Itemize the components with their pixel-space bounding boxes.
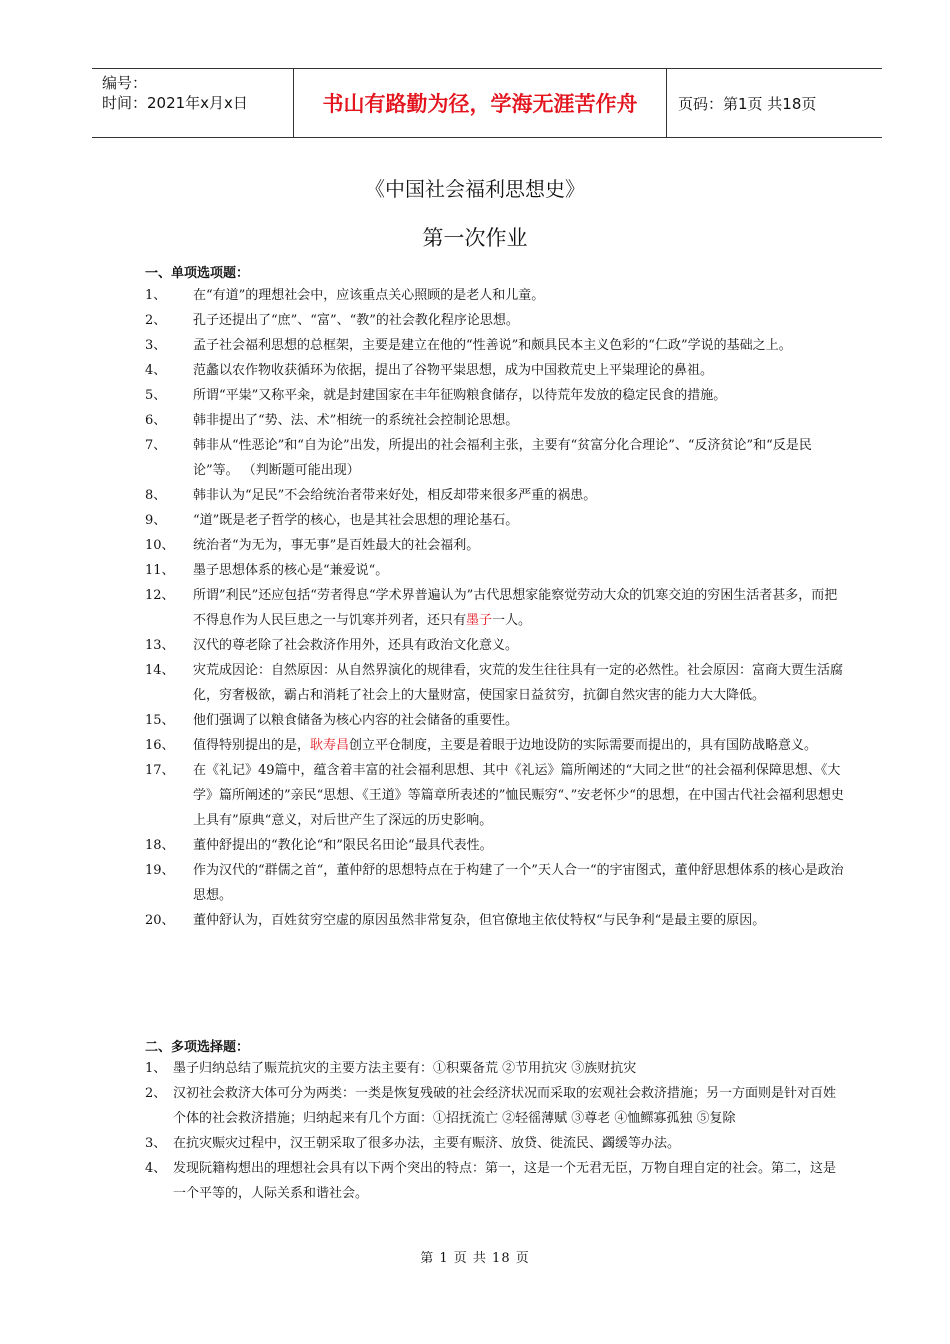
item-text: 在抗灾赈灾过程中，汉王朝采取了很多办法，主要有赈济、放贷、徙流民、蠲缓等办法。 [173, 1136, 681, 1151]
single-choice-list [145, 283, 845, 933]
item-number: 12、 [145, 588, 175, 603]
item-text: 汉代的尊老除了社会救济作用外，还具有政治文化意义。 [193, 638, 519, 653]
item-number: 3、 [145, 338, 167, 353]
item-text: 董仲舒认为，百姓贫穷空虚的原因虽然非常复杂，但官僚地主依仗特权“与民争利“是最主要的原因。 [193, 913, 766, 928]
page-footer: 第 1 页 共 18 页 [420, 1251, 530, 1266]
item-number: 1、 [145, 288, 167, 303]
item-text: 墨子思想体系的核心是“兼爱说“。 [193, 563, 389, 578]
item-number: 10、 [145, 538, 175, 553]
item-number: 15、 [145, 713, 175, 728]
code-label: 编号： [102, 74, 148, 92]
header-motto: 书山有路勤为径，学海无涯苦作舟 [322, 92, 638, 116]
item-text: 他们强调了以粮食储备为核心内容的社会储备的重要性。 [193, 713, 519, 728]
item-text: 作为汉代的“群儒之首“，董仲舒的思想特点在于构建了一个”天人合一“的宇宙图式，董仲舒思想体系的核心是政治思想。 [193, 863, 844, 903]
list-item [145, 708, 845, 733]
item-number: 19、 [145, 863, 175, 878]
item-text [193, 583, 845, 633]
item-text: 灾荒成因论：自然原因：从自然界演化的规律看，灾荒的发生往往具有一定的必然性。社会原因：富商大贾生活腐化，穷奢极欲，霸占和消耗了社会上的大量财富，使国家日益贫穷，抗御自然灾害的能力大大降低。 [193, 663, 844, 703]
list-item [145, 858, 845, 908]
item-text: 韩非认为“足民”不会给统治者带来好处，相反却带来很多严重的祸患。 [193, 488, 597, 503]
item-number: 2、 [145, 313, 167, 328]
item-text: 孔子还提出了“庶”、“富”、“教”的社会教化程序论思想。 [193, 313, 519, 328]
item-number: 20、 [145, 913, 175, 928]
document-title: 《中国社会福利思想史》 [365, 177, 585, 201]
item-number: 11、 [145, 563, 175, 578]
list-item [145, 1156, 845, 1206]
list-item [145, 833, 845, 858]
item-number: 6、 [145, 413, 167, 428]
item-text: 所谓“平粜”又称平籴，就是封建国家在丰年征购粮食储存，以待荒年发放的稳定民食的措施。 [193, 388, 727, 403]
time-label: 时间：2021年x月x日 [102, 94, 248, 112]
item-text: 墨子归纳总结了赈荒抗灾的主要方法主要有：①积粟备荒 ②节用抗灾 ③族财抗灾 [173, 1061, 637, 1076]
item-number: 9、 [145, 513, 167, 528]
list-item [145, 908, 845, 933]
list-item [145, 358, 845, 383]
list-item [145, 383, 845, 408]
list-item [145, 658, 845, 708]
list-item [145, 633, 845, 658]
list-item [145, 483, 845, 508]
item-number: 18、 [145, 838, 175, 853]
item-text-after: 一人。 [492, 613, 532, 628]
item-number: 5、 [145, 388, 167, 403]
header-page-info: 页码：第1页 共18页 [678, 94, 817, 113]
list-item [145, 408, 845, 433]
item-text-before: 值得特别提出的是， [193, 738, 311, 753]
item-text: 在《礼记》49篇中，蕴含着丰富的社会福利思想、其中《礼运》篇所阐述的“大同之世“的社会福利保障思想、《大学》篇所阐述的”亲民“思想、《王道》等篇章所表述的”恤民赈穷“、”安老怀少“的思想，在中国古代社会福利思想史上具有”原典“意义，对后世产生了深远的历史影响。 [193, 763, 844, 828]
multiple-choice-list [145, 1056, 845, 1206]
header-meta [102, 73, 292, 113]
item-number: 7、 [145, 438, 167, 453]
list-item [145, 758, 845, 833]
list-item [145, 558, 845, 583]
list-item [145, 733, 845, 758]
item-number: 4、 [145, 1161, 167, 1176]
item-text [193, 733, 845, 758]
item-text: “道”既是老子哲学的核心，也是其社会思想的理论基石。 [193, 513, 519, 528]
item-text: 统治者“为无为，事无事”是百姓最大的社会福利。 [193, 538, 480, 553]
item-text: 范蠡以农作物收获循环为依据，提出了谷物平粜思想，成为中国救荒史上平粜理论的鼻祖。 [193, 363, 714, 378]
document-subtitle: 第一次作业 [422, 226, 528, 250]
item-text-after: 创立平仓制度，主要是着眼于边地设防的实际需要而提出的，具有国防战略意义。 [349, 738, 818, 753]
item-text: 董仲舒提出的“教化论“和”限民名田论“最具代表性。 [193, 838, 493, 853]
item-number: 4、 [145, 363, 167, 378]
item-number: 17、 [145, 763, 175, 778]
item-text: 汉初社会救济大体可分为两类：一类是恢复残破的社会经济状况而采取的宏观社会救济措施；另一方面则是针对百姓个体的社会救济措施；归纳起来有几个方面：①招抚流亡 ②轻徭薄赋 ③尊老 ④恤鳏寡孤独 ⑤复除 [173, 1086, 837, 1126]
item-number: 16、 [145, 738, 175, 753]
list-item [145, 533, 845, 558]
section-heading-single-choice: 一、单项选项题： [145, 266, 250, 281]
list-item [145, 1081, 845, 1131]
highlighted-name: 墨子 [466, 613, 493, 628]
list-item [145, 308, 845, 333]
item-text: 韩非提出了“势、法、术”相统一的系统社会控制论思想。 [193, 413, 519, 428]
item-text: 韩非从“性恶论”和“自为论”出发，所提出的社会福利主张，主要有“贫富分化合理论”、“反济贫论”和“反是民论”等。 （判断题可能出现） [193, 438, 812, 478]
list-item [145, 1131, 845, 1156]
list-item [145, 333, 845, 358]
item-number: 14、 [145, 663, 175, 678]
item-number: 3、 [145, 1136, 167, 1151]
list-item [145, 1056, 845, 1081]
item-text: 发现阮籍构想出的理想社会具有以下两个突出的特点：第一，这是一个无君无臣，万物自理自定的社会。第二，这是一个平等的，人际关系和谐社会。 [173, 1161, 837, 1201]
list-item [145, 583, 845, 633]
item-text: 孟子社会福利思想的总框架，主要是建立在他的“性善说”和颇具民本主义色彩的“仁政”学说的基础之上。 [193, 338, 792, 353]
item-number: 1、 [145, 1061, 167, 1076]
item-number: 2、 [145, 1086, 167, 1101]
section-heading-multiple-choice: 二、多项选择题： [145, 1040, 250, 1055]
page-header [92, 68, 882, 138]
list-item [145, 283, 845, 308]
item-text-before: 所谓”利民”还应包括“劳者得息“学术界普遍认为”古代思想家能察觉劳动大众的饥寒交迫的穷困生活者甚多，而把不得息作为人民巨患之一与饥寒并列者，还只有 [193, 588, 838, 628]
list-item [145, 433, 845, 483]
item-text: 在“有道”的理想社会中，应该重点关心照顾的是老人和儿童。 [193, 288, 545, 303]
list-item [145, 508, 845, 533]
item-number: 13、 [145, 638, 175, 653]
item-number: 8、 [145, 488, 167, 503]
header-divider [666, 69, 667, 137]
highlighted-name: 耿寿昌 [310, 738, 350, 753]
